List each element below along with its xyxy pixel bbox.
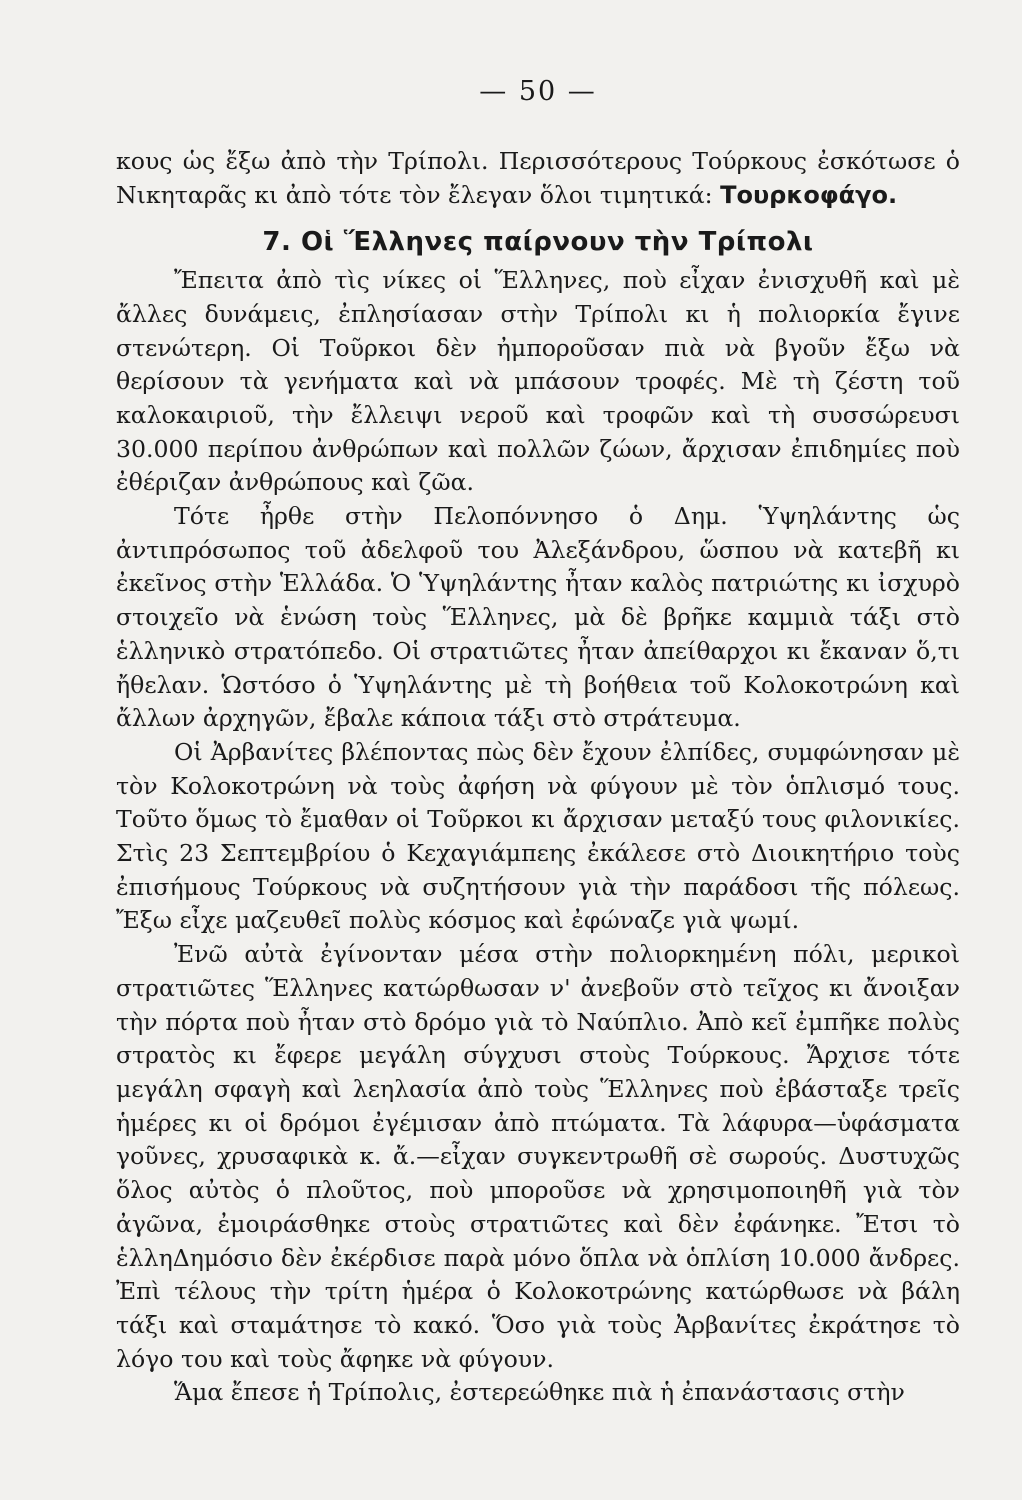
paragraph-2: Τότε ἦρθε στὴν Πελοπόννησο ὁ Δημ. Ὑψηλάντης ὡς ἀντιπρόσωπος τοῦ ἀδελφοῦ του Ἀλεξάνδρου, ὥσπου νὰ κατεβῆ κι ἐκεῖνος στὴν Ἑλλάδα. Ὁ Ὑψηλάντης ἦταν καλὸς πατριώτης κι ἰσχυρὸ στοιχεῖο νὰ ἑνώση τοὺς Ἕλληνες, μὰ δὲ βρῆκε καμμιὰ τάξι στὸ ἑλληνικὸ στρατόπεδο. Οἱ στρατιῶτες ἦταν ἀπείθαρχοι κι ἔκαναν ὅ,τι ἤθελαν. Ὡστόσο ὁ Ὑψηλάντης μὲ τὴ βοήθεια τοῦ Κολοκοτρώνη καὶ ἄλλων ἀρχηγῶν, ἔβαλε κάποια τάξι στὸ στράτευμα. <box>116 502 960 733</box>
intro-paragraph <box>116 145 960 212</box>
page-number: — 50 — <box>479 76 597 107</box>
intro-text: κους ὡς ἔξω ἀπὸ τὴν Τρίπολι. Περισσότερους Τούρκους ἐσκότωσε ὁ Νικηταρᾶς κι ἀπὸ τότε τὸν ἔλεγαν ὅλοι τιμητικά: <box>116 147 960 209</box>
section-heading: 7. Οἱ Ἕλληνες παίρνουν τὴν Τρίπολι <box>262 227 814 258</box>
intro-emphasis: Τουρκοφάγο. <box>720 180 898 209</box>
paragraph-3: Οἱ Ἀρβανίτες βλέποντας πὼς δὲν ἔχουν ἐλπίδες, συμφώνησαν μὲ τὸν Κολοκοτρώνη νὰ τοὺς ἀφήση νὰ φύγουν μὲ τὸν ὁπλισμό τους. Τοῦτο ὅμως τὸ ἔμαθαν οἱ Τοῦρκοι κι ἄρχισαν μεταξύ τους φιλονικίες. Στὶς 23 Σεπτεμβρίου ὁ Κεχαγιάμπεης ἐκάλεσε στὸ Διοικητήριο τοὺς ἐπισήμους Τούρκους νὰ συζητήσουν γιὰ τὴν παράδοσι τῆς πόλεως. Ἔξω εἶχε μαζευθεῖ πολὺς κόσμος καὶ ἐφώναζε γιὰ ψωμί. <box>116 737 960 935</box>
paragraph-1: Ἔπειτα ἀπὸ τὶς νίκες οἱ Ἕλληνες, ποὺ εἶχαν ἐνισχυθῆ καὶ μὲ ἄλλες δυνάμεις, ἐπλησίασαν στὴν Τρίπολι κι ἡ πολιορκία ἔγινε στενώτερη. Οἱ Τοῦρκοι δὲν ἠμποροῦσαν πιὰ νὰ βγοῦν ἔξω νὰ θερίσουν τὰ γενήματα καὶ νὰ μπάσουν τροφές. Μὲ τὴ ζέστη τοῦ καλοκαιριοῦ, τὴν ἔλλειψι νεροῦ καὶ τροφῶν καὶ τὴ συσσώρευσι 30.000 περίπου ἀνθρώπων καὶ πολλῶν ζώων, ἄρχισαν ἐπιδημίες ποὺ ἐθέριζαν ἀνθρώπους καὶ ζῶα. <box>116 266 960 497</box>
paragraph-5: Ἅμα ἔπεσε ἡ Τρίπολις, ἐστερεώθηκε πιὰ ἡ ἐπανάστασις στὴν <box>174 1378 905 1407</box>
paragraph-4: Ἐνῶ αὐτὰ ἐγίνονταν μέσα στὴν πολιορκημένη πόλι, μερικοὶ στρατιῶτες Ἕλληνες κατώρθωσαν ν' ἀνεβοῦν στὸ τεῖχος κι ἄνοιξαν τὴν πόρτα ποὺ ἦταν στὸ δρόμο γιὰ τὸ Ναύπλιο. Ἀπὸ κεῖ ἐμπῆκε πολὺς στρατὸς κι ἔφερε μεγάλη σύγχυσι στοὺς Τούρκους. Ἄρχισε τότε μεγάλη σφαγὴ καὶ λεηλασία ἀπὸ τοὺς Ἕλληνες ποὺ ἐβάσταξε τρεῖς ἡμέρες κι οἱ δρόμοι ἐγέμισαν ἀπὸ πτώματα. Τὰ λάφυρα—ὑφάσματα γοῦνες, χρυσαφικὰ κ. ἄ.—εἶχαν συγκεντρωθῆ σὲ σωρούς. Δυστυχῶς ὅλος αὐτὸς ὁ πλοῦτος, ποὺ μποροῦσε νὰ χρησιμοποιηθῆ γιὰ τὸν ἀγῶνα, ἐμοιράσθηκε στοὺς στρατιῶτες καὶ δὲν ἐφάνηκε. Ἔτσι τὸ ἑλληΔημόσιο δὲν ἐκέρδισε παρὰ μόνο ὅπλα νὰ ὁπλίση 10.000 ἄνδρες. Ἐπὶ τέλους τὴν τρίτη ἡμέρα ὁ Κολοκοτρώνης κατώρθωσε νὰ βάλη τάξι καὶ σταμάτησε τὸ κακό. Ὅσο γιὰ τοὺς Ἀρβανίτες ἐκράτησε τὸ λόγο του καὶ τοὺς ἄφηκε νὰ φύγουν. <box>116 940 960 1373</box>
page-body <box>116 145 960 1410</box>
